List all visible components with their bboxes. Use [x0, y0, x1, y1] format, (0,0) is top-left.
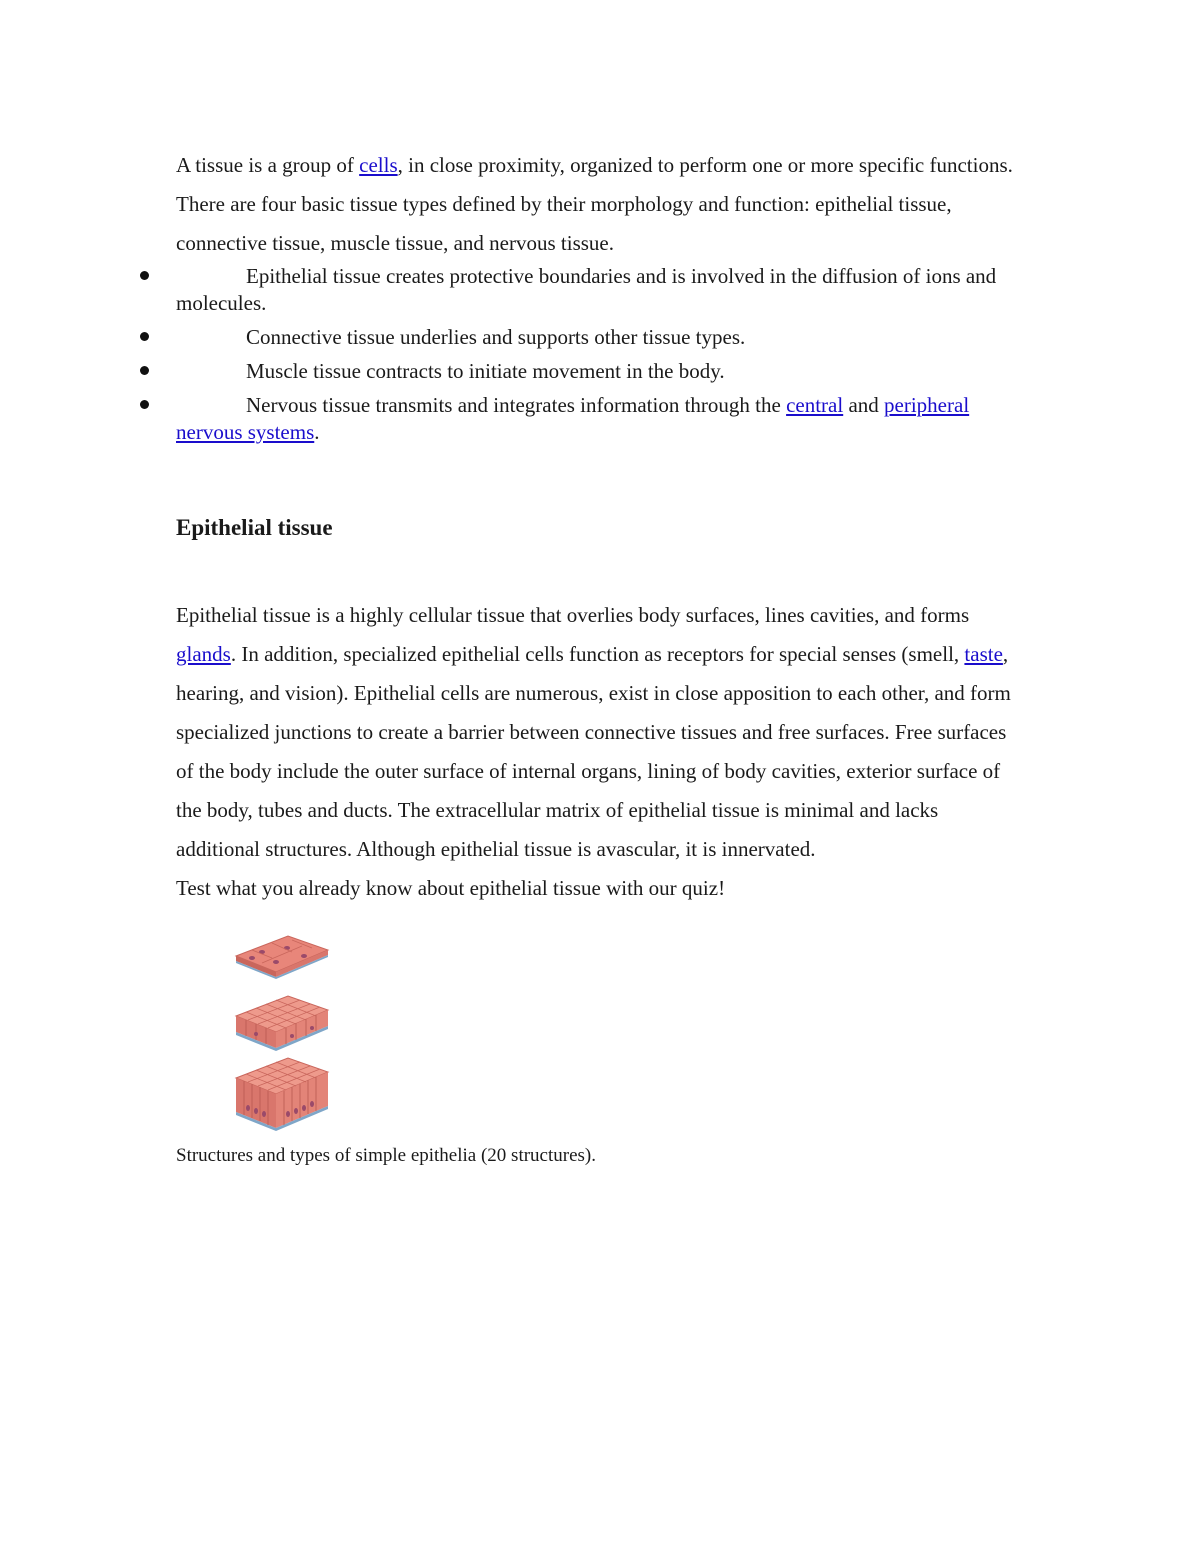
epithelial-text-middle: . In addition, specialized epithelial cells function as receptors for special senses (smell,: [230, 642, 965, 666]
bullet-icon: [140, 271, 149, 280]
squamous-epithelium-image: [236, 936, 328, 979]
glands-link[interactable]: glands: [176, 642, 231, 666]
list-item-text: Muscle tissue contracts to initiate movement in the body.: [246, 359, 725, 383]
quiz-prompt: Test what you already know about epithelial tissue with our quiz!: [176, 876, 726, 900]
central-link[interactable]: central: [786, 393, 844, 417]
intro-text-start: A tissue is a group of: [176, 153, 360, 177]
figure-caption: Structures and types of simple epithelia (20 structures).: [176, 1145, 597, 1166]
columnar-epithelium-image: [236, 1058, 328, 1131]
epithelial-paragraph: [176, 596, 1026, 869]
list-item-muscle: [176, 358, 1026, 385]
simple-epithelia-figure: [232, 928, 332, 1138]
tissue-types-paragraph: There are four basic tissue types defined by their morphology and function: epithelial tissue, connective tissue, muscle tissue, and nervous tissue.: [176, 192, 952, 255]
list-item-text: and: [843, 393, 885, 417]
cells-link[interactable]: cells: [359, 153, 398, 177]
list-item-epithelial: [176, 263, 1026, 317]
bullet-icon: [140, 400, 149, 409]
epithelia-illustration: [232, 928, 332, 1138]
document-page: [176, 146, 1026, 1187]
list-item-connective: [176, 324, 1026, 351]
intro-text-end: , in close proximity, organized to perform one or more specific functions.: [397, 153, 1013, 177]
peripheral-nervous-systems-link[interactable]: peripheral nervous systems: [176, 393, 970, 444]
epithelial-heading: Epithelial tissue: [176, 515, 333, 540]
list-item-nervous: [176, 392, 1026, 446]
cuboidal-epithelium-image: [236, 996, 328, 1051]
tissue-types-list: [176, 263, 1026, 446]
epithelial-text-end: , hearing, and vision). Epithelial cells are numerous, exist in close apposition to each other, and form specialized junctions to create a barrier between connective tissues and free surfaces. Free surfaces of the body include the outer surface of internal organs, lining of body cavities, exterior surface of the body, tubes and ducts. The extracellular matrix of epithelial tissue is minimal and lacks additional structures. Although epithelial tissue is avascular, it is innervated.: [176, 642, 1011, 861]
bullet-icon: [140, 332, 149, 341]
list-item-text: Nervous tissue transmits and integrates information through the: [246, 393, 787, 417]
list-item-text: Epithelial tissue creates protective boundaries and is involved in the diffusion of ions and molecules.: [176, 264, 997, 315]
list-item-text: .: [314, 420, 320, 444]
epithelial-text-start: Epithelial tissue is a highly cellular tissue that overlies body surfaces, lines cavities, and forms: [176, 603, 970, 627]
taste-link[interactable]: taste: [964, 642, 1003, 666]
bullet-icon: [140, 366, 149, 375]
list-item-text: Connective tissue underlies and supports other tissue types.: [246, 325, 746, 349]
intro-paragraph: [176, 146, 1026, 185]
